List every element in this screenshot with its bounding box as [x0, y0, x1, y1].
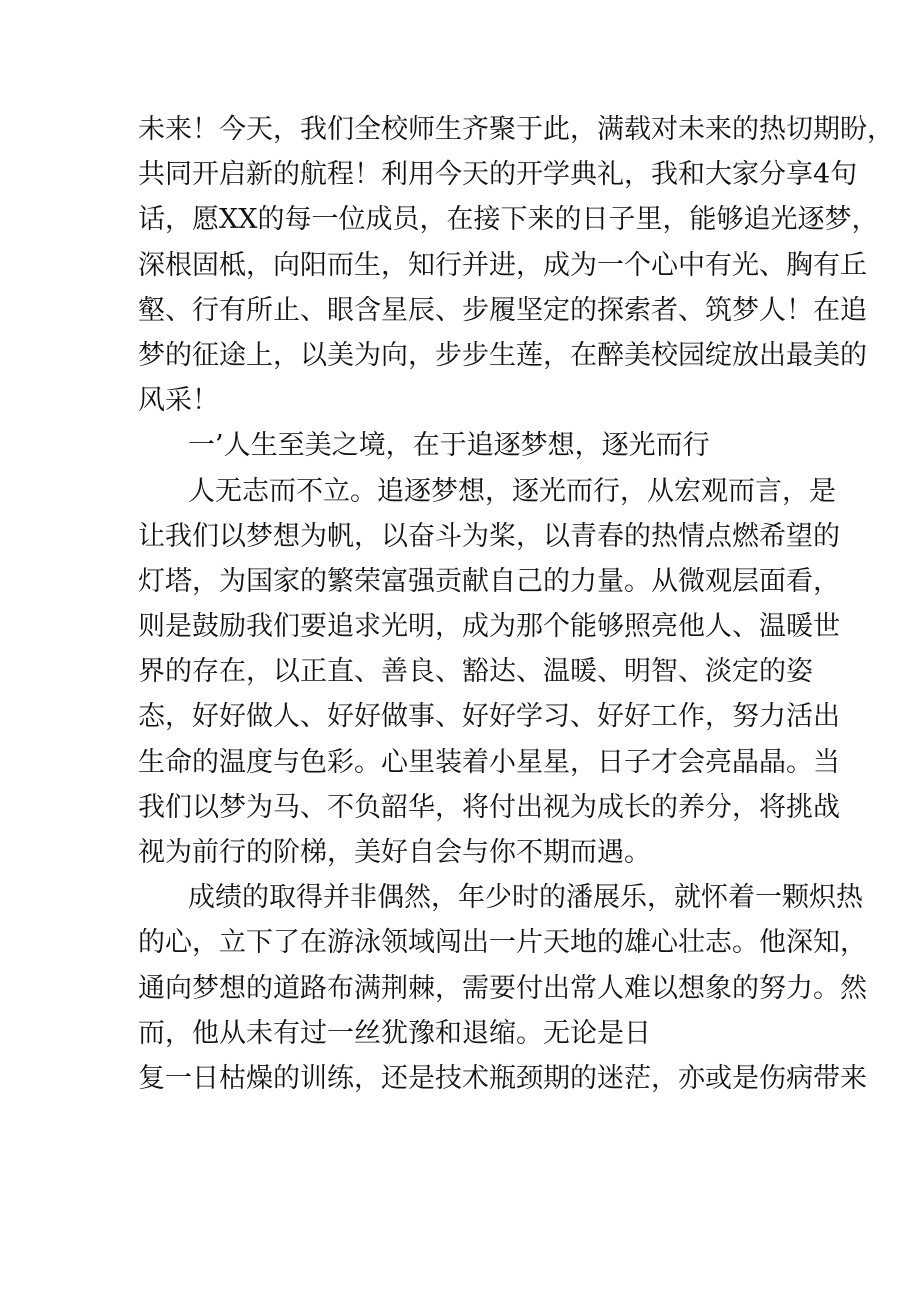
text-line: 复一日枯燥的训练，还是技术瓶颈期的迷茫，亦或是伤病带来 [138, 1062, 867, 1094]
text-line: 共同开启新的航程！利用今天的开学典礼，我和大家分享4句 [138, 159, 858, 191]
text-line: 通向梦想的道路布满荆棘，需要付出常人难以想象的努力。然 [138, 972, 867, 1004]
text-line: 未来！今天，我们全校师生齐聚于此，满载对未来的热切期盼， [138, 114, 894, 145]
text-line: 我们以梦为马、不负韶华，将付出视为成长的养分，将挑战 [138, 791, 840, 823]
text-line: 话，愿XX的每一位成员，在接下来的日子里，能够追光逐梦， [138, 204, 879, 236]
text-line: 灯塔，为国家的繁荣富强贡献自己的力量。从微观层面看， [138, 565, 840, 597]
text-line: 让我们以梦想为帆，以奋斗为桨，以青春的热情点燃希望的 [138, 520, 840, 552]
text-line: 而，他从未有过一丝犹豫和退缩。无论是日 [138, 1017, 651, 1049]
text-line: 成绩的取得并非偶然，年少时的潘展乐，就怀着一颗炽热 [188, 882, 863, 914]
text-line: 生命的温度与色彩。心里装着小星星，日子才会亮晶晶。当 [138, 746, 840, 778]
section-heading: 一’人生至美之境，在于追逐梦想，逐光而行 [188, 430, 710, 462]
text-line: 则是鼓励我们要追求光明，成为那个能够照亮他人、温暖世 [138, 611, 840, 643]
text-line: 人无志而不立。追逐梦想，逐光而行，从宏观而言，是 [188, 475, 836, 507]
text-line: 视为前行的阶梯，美好自会与你不期而遇。 [138, 837, 651, 868]
text-line: 壑、行有所止、眼含星辰、步履坚定的探索者、筑梦人！在追 [138, 294, 867, 326]
text-line: 深根固柢，向阳而生，知行并进，成为一个心中有光、胸有丘 [138, 249, 867, 281]
text-line: 态，好好做人、好好做事、好好学习、好好工作，努力活出 [138, 701, 840, 733]
text-line: 的心，立下了在游泳领域闯出一片天地的雄心壮志。他深知， [138, 927, 867, 959]
text-line: 梦的征途上，以美为向，步步生莲，在醉美校园绽放出最美的 [138, 339, 867, 371]
text-line: 风采！ [138, 385, 219, 417]
text-line: 界的存在，以正直、善良、豁达、温暖、明智、淡定的姿 [138, 656, 813, 688]
body-text [138, 107, 894, 1101]
